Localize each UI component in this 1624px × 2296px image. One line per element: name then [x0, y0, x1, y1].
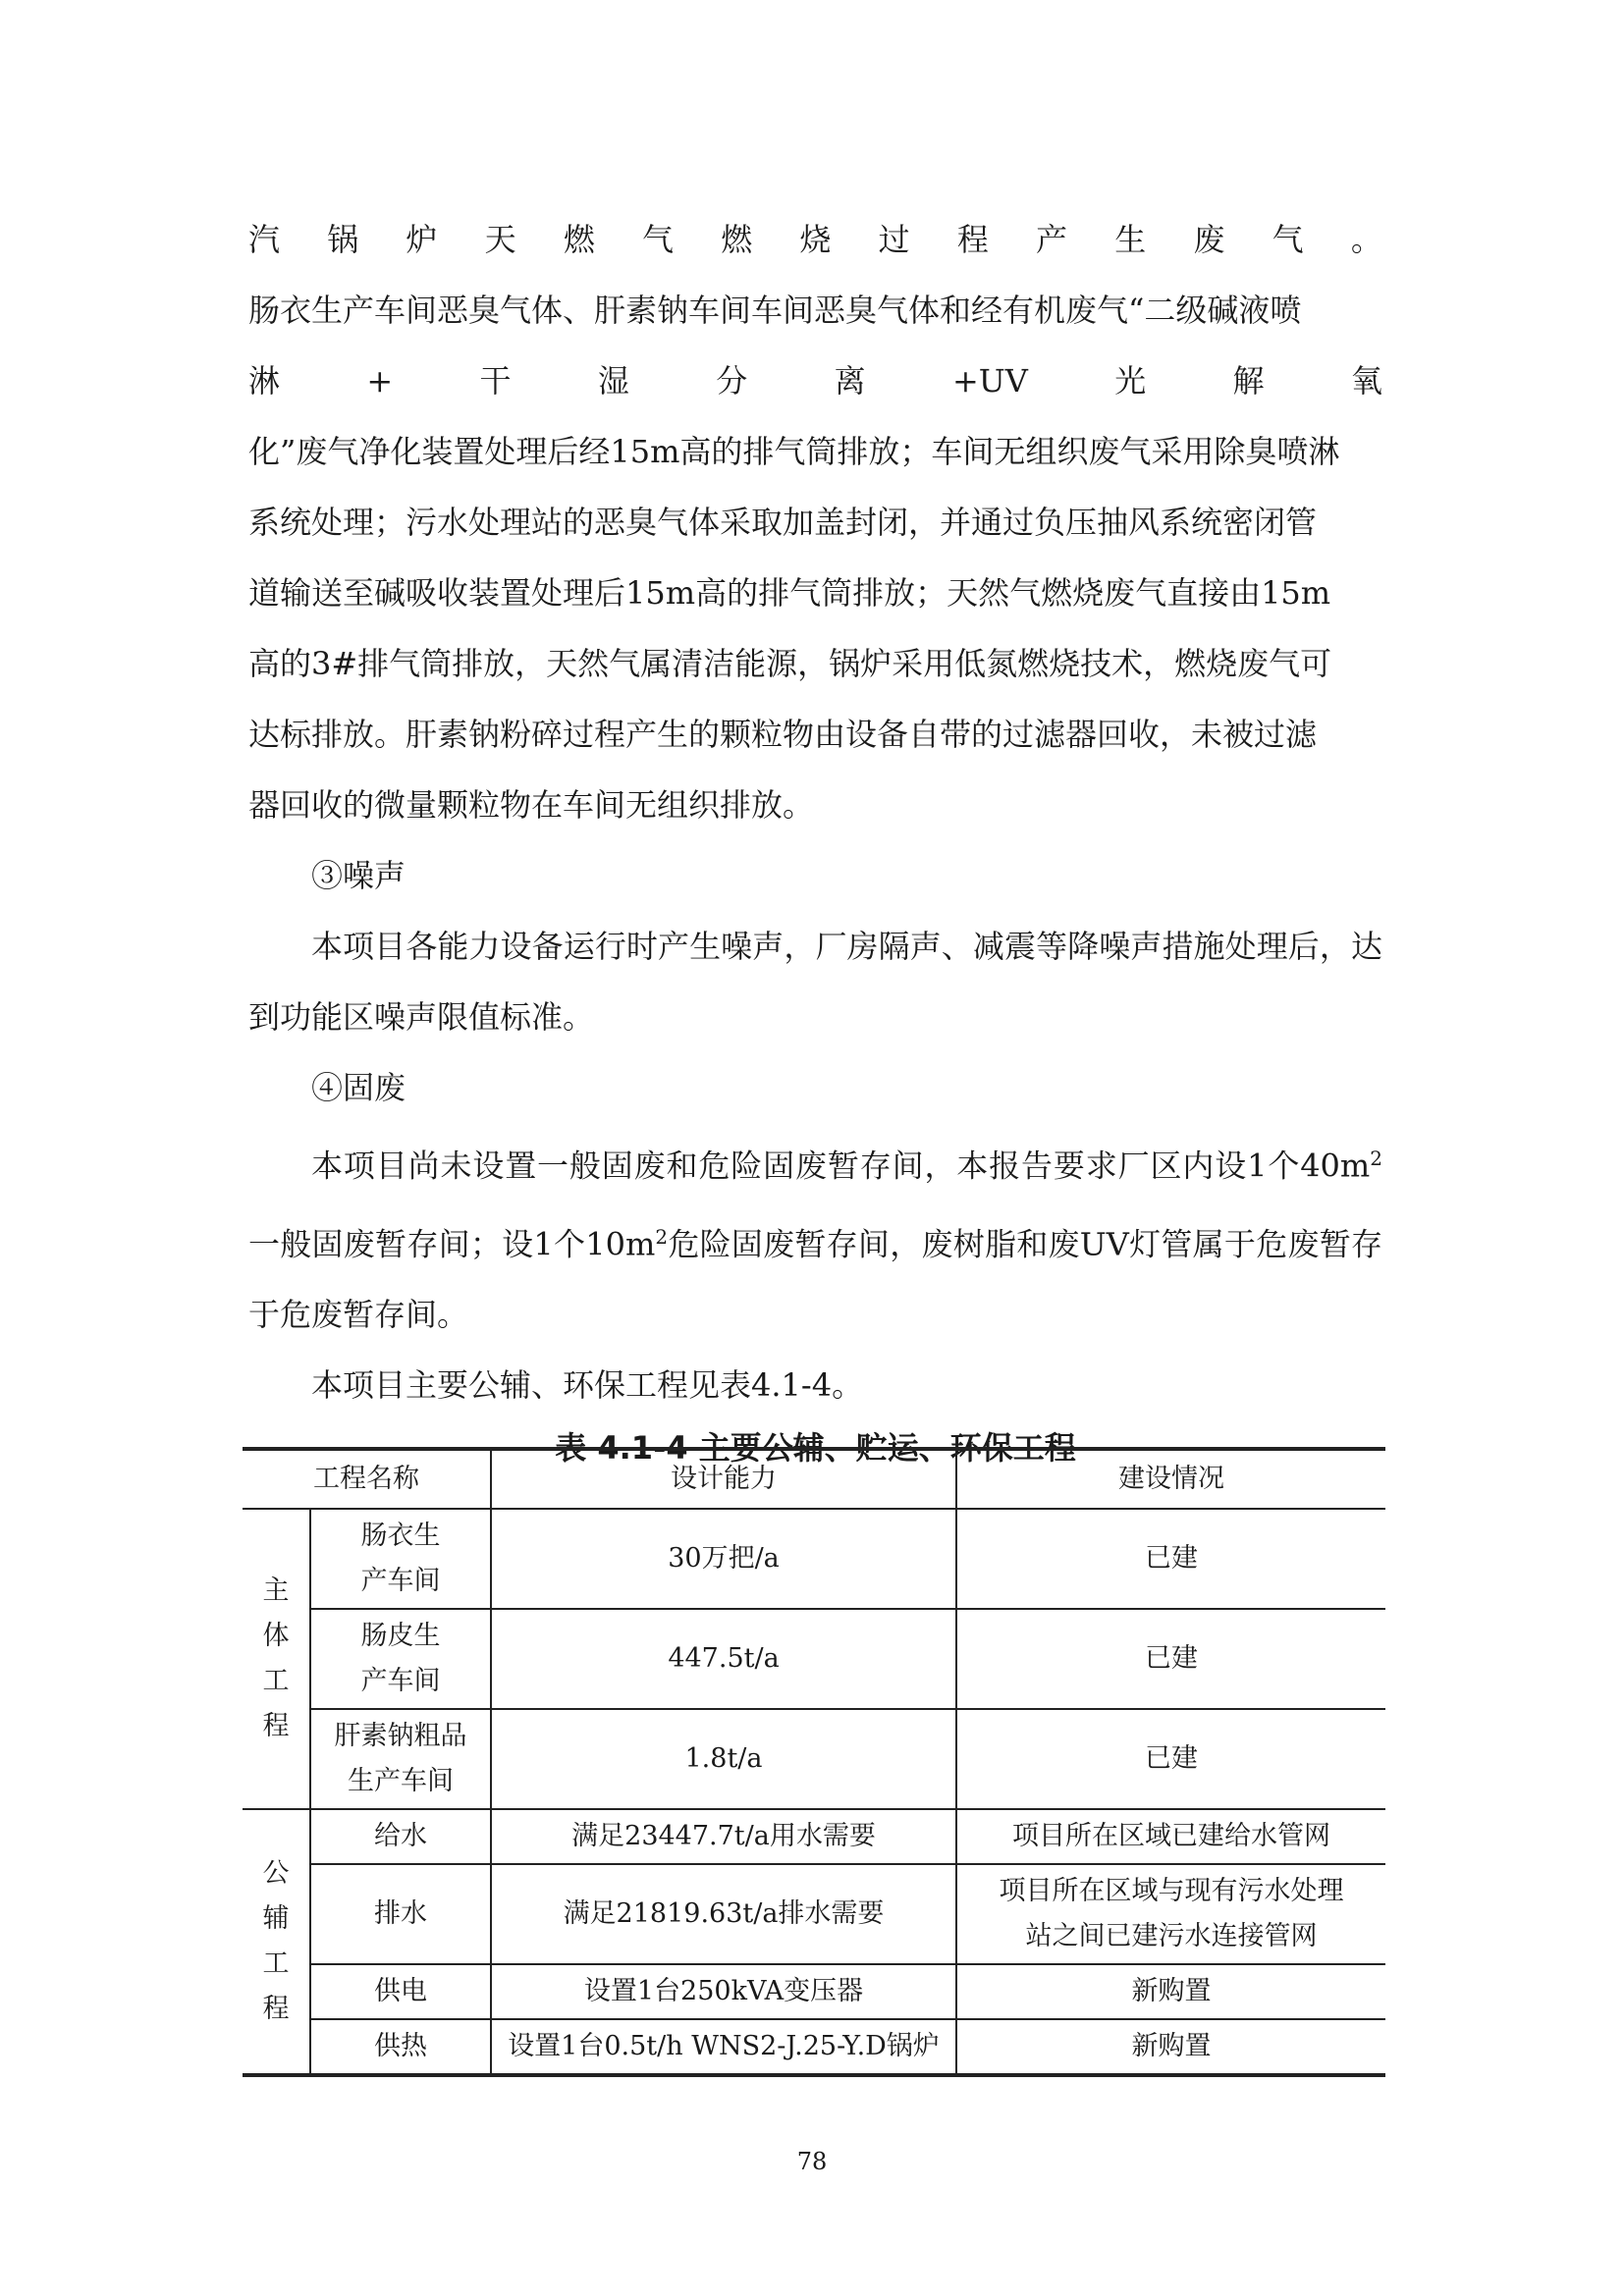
text-token: 光 [1114, 362, 1147, 400]
item-cell: 排水 [310, 1864, 491, 1964]
text-line: 道输送至碱吸收装置处理后15m高的排气筒排放；天然气燃烧废气直接由15m [248, 574, 1331, 612]
text-token: 过 [878, 221, 910, 258]
text-token: 淋 [248, 362, 281, 400]
item-cell: 给水 [310, 1809, 491, 1864]
group-name-cell: 公 辅 工 程 [243, 1809, 310, 2075]
capacity-cell: 设置1台250kVA变压器 [491, 1964, 956, 2019]
page-number: 78 [796, 2148, 828, 2175]
text-token: 锅 [327, 221, 359, 258]
engineering-table [243, 1447, 1385, 2077]
status-cell: 新购置 [956, 1964, 1385, 2019]
table-reference: 本项目主要公辅、环保工程见表4.1-4。 [311, 1366, 864, 1405]
table-row [243, 1964, 1385, 2019]
table-row [243, 1609, 1385, 1709]
capacity-cell: 设置1台0.5t/h WNS2-J.25-Y.D锅炉 [491, 2019, 956, 2075]
text-line-spread-1 [248, 204, 1382, 275]
status-cell: 项目所在区域已建给水管网 [956, 1809, 1385, 1864]
text-line: 达标排放。肝素钠粉碎过程产生的颗粒物由设备自带的过滤器回收，未被过滤 [248, 716, 1318, 753]
text-token: +UV [951, 362, 1028, 400]
text-token: 气 [1272, 221, 1304, 258]
capacity-cell: 满足21819.63t/a排水需要 [491, 1864, 956, 1964]
status-cell: 已建 [956, 1609, 1385, 1709]
text-token: 气 [642, 221, 675, 258]
text-token: 生 [1114, 221, 1147, 258]
header-design-capacity: 设计能力 [491, 1449, 956, 1509]
item-cell: 肠皮生 产车间 [310, 1609, 491, 1709]
table-row [243, 1709, 1385, 1809]
text-token: 离 [834, 362, 866, 400]
status-cell: 已建 [956, 1709, 1385, 1809]
table-row [243, 1509, 1385, 1609]
text-token: 烧 [799, 221, 832, 258]
item-cell: 供电 [310, 1964, 491, 2019]
section-heading-solid-waste: ④固废 [311, 1069, 406, 1106]
text-line: 肠衣生产车间恶臭气体、肝素钠车间车间恶臭气体和经有机废气“二级碱液喷 [248, 292, 1302, 329]
table-row [243, 1809, 1385, 1864]
text-token: 。 [1350, 221, 1382, 258]
text-token: 湿 [597, 362, 629, 400]
text-token: 天 [484, 221, 516, 258]
text-token: 干 [479, 362, 512, 400]
table-header-row [243, 1449, 1385, 1509]
item-cell: 肝素钠粗品 生产车间 [310, 1709, 491, 1809]
status-cell: 已建 [956, 1509, 1385, 1609]
item-cell: 供热 [310, 2019, 491, 2075]
status-cell: 项目所在区域与现有污水处理 站之间已建污水连接管网 [956, 1864, 1385, 1964]
text-line: 器回收的微量颗粒物在车间无组织排放。 [248, 786, 815, 824]
text-line: 高的3#排气筒排放，天然气属清洁能源，锅炉采用低氮燃烧技术，燃烧废气可 [248, 645, 1332, 682]
text-token: 废 [1193, 221, 1225, 258]
section-heading-noise: ③噪声 [311, 857, 406, 894]
text-token: 氧 [1350, 362, 1382, 400]
text-token: 汽 [248, 221, 281, 258]
capacity-cell: 满足23447.7t/a用水需要 [491, 1809, 956, 1864]
text-line: 系统处理；污水处理站的恶臭气体采取加盖封闭，并通过负压抽风系统密闭管 [248, 504, 1318, 541]
text-token: 燃 [563, 221, 595, 258]
text-token: 燃 [721, 221, 753, 258]
text-token: + [366, 362, 394, 400]
header-status: 建设情况 [956, 1449, 1385, 1509]
text-token: 产 [1036, 221, 1068, 258]
table-row [243, 1864, 1385, 1964]
text-token: 炉 [406, 221, 438, 258]
text-line: 化”废气净化装置处理后经15m高的排气筒排放；车间无组织废气采用除臭喷淋 [248, 433, 1340, 470]
capacity-cell: 447.5t/a [491, 1609, 956, 1709]
text-token: 分 [716, 362, 748, 400]
solid-waste-paragraph: 本项目尚未设置一般固废和危险固废暂存间，本报告要求厂区内设1个$40m^2$一般固废暂存间；设1个$10m^2$危险固废暂存间，废树脂和废UV灯管属于危废暂存于危废暂存间。 [248, 1147, 1382, 1334]
document-body [248, 204, 1382, 1475]
group-name-cell: 主 体 工 程 [243, 1509, 310, 1809]
text-token: 解 [1232, 362, 1265, 400]
table-row [243, 2019, 1385, 2075]
text-token: 程 [956, 221, 989, 258]
header-project-name: 工程名称 [243, 1449, 491, 1509]
capacity-cell: 30万把/a [491, 1509, 956, 1609]
capacity-cell: 1.8t/a [491, 1709, 956, 1809]
text-line-spread-2 [248, 346, 1382, 416]
table-body [243, 1509, 1385, 2075]
table-caption: 表 4.1-4 主要公辅、贮运、环保工程 [555, 1429, 1076, 1468]
noise-paragraph: 本项目各能力设备运行时产生噪声，厂房隔声、减震等降噪声措施处理后，达到功能区噪声限值标准。 [248, 928, 1382, 1036]
status-cell: 新购置 [956, 2019, 1385, 2075]
item-cell: 肠衣生 产车间 [310, 1509, 491, 1609]
